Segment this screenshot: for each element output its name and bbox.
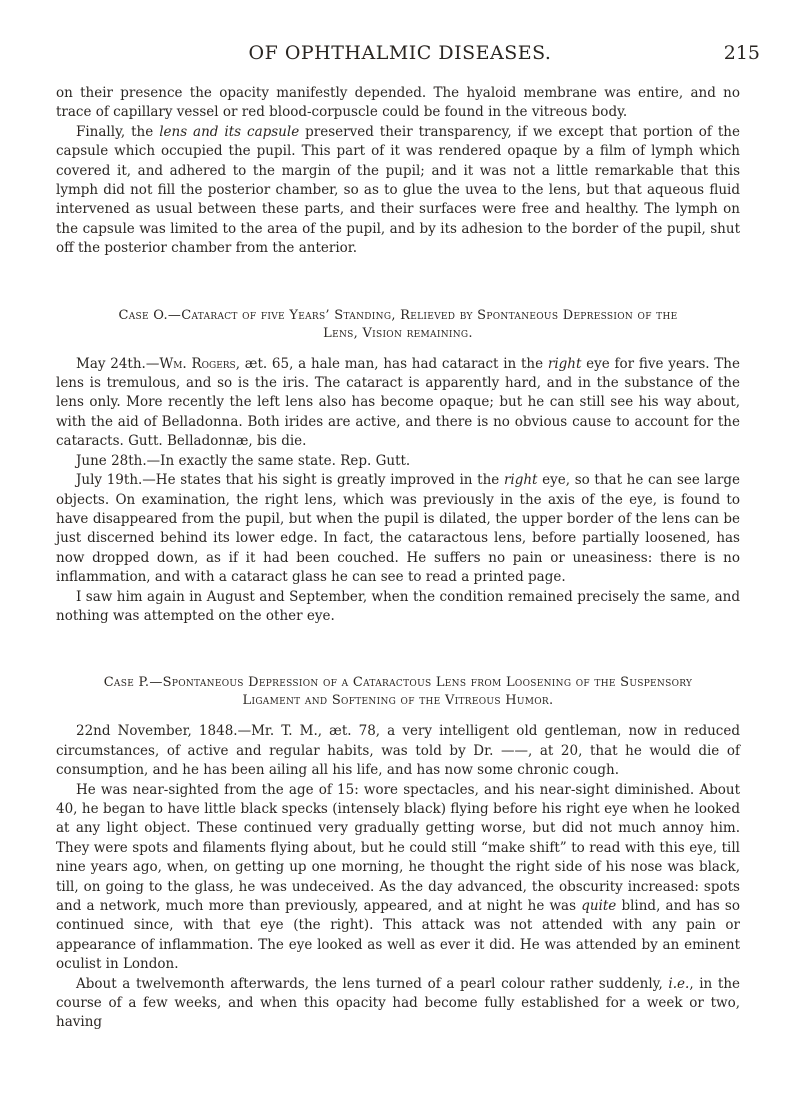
text-run: blind, and has so continued since, with that eye (the right). This attack was not attended with any pain or appearance of inflammation. The eye looked as well as ever it did. He was attended by an eminent oculist in London. [56,898,740,973]
text-run: Finally, the [76,123,160,140]
text-run: He was near-sighted from the age of 15: wore spectacles, and his near-sight diminished. About 40, he began to have little black specks (intensely black) flying before his right eye when he looked at any light object. These continued very gradually getting worse, but did not much annoy him. They were spots and filaments flying about, but he could still “make shift” to read with this eye, till nine years ago, when, on getting up one morning, he thought the right side of his nose was black, till, on going to the glass, he was undeceived. As the day advanced, the obscurity increased: spots and a network, much more than previously, appeared, and at night he was [56,781,740,914]
case-p-heading [56,674,740,710]
text-run: May 24th.— [76,355,160,372]
paragraph-lens-capsule [56,123,740,259]
running-head [0,42,800,70]
case-o-heading [56,307,740,343]
paragraph-vitreous [56,84,740,123]
case-p-heading-line1: Case P.—Spontaneous Depression of a Cataractous Lens from Loosening of the Suspensory [103,675,693,691]
text-run: eye, so that he can see large objects. On examination, the right lens, which was previously in the axis of the eye, is found to have disappeared from the pupil, but when the pupil is dilated, the upper border of the lens can be just discerned behind its lower edge. In fact, the cataractous lens, before partially loosened, has now dropped down, as if it had been couched. He suffers no pain or uneasiness: there is no inflammation, and with a cataract glass he can see to read a printed page. [56,472,741,586]
case-o-heading-line2: Lens, Vision remaining. [323,325,473,341]
paragraph-july-19 [56,471,740,587]
paragraph-text: June 28th.—In exactly the same state. Rep. Gutt. [76,452,411,469]
italic-run: right [547,355,582,372]
italic-run: i.e. [668,975,690,992]
paragraph-august [56,588,740,627]
page-number: 215 [723,42,760,64]
text-run: , in the course of a few weeks, and when this opacity had become fully established for a week or two, having [56,975,741,1031]
paragraph-june-28 [56,452,740,471]
running-title: OF OPHTHALMIC DISEASES. [248,42,552,64]
text-run: , æt. 65, a hale man, has had cataract in the [235,355,548,372]
italic-run: right [503,472,538,489]
body-text [56,84,740,1033]
italic-run: lens and its capsule [159,123,300,140]
italic-run: quite [581,898,617,914]
text-run: July 19th.—He states that his sight is greatly improved in the [76,472,504,489]
paragraph-near-sighted [56,781,740,975]
case-p-heading-line2: Ligament and Softening of the Vitreous Humor. [242,693,554,709]
text-run: eye for five years. The lens is tremulous, and so is the iris. The cataract is apparently hard, and in the substance of the lens only. More recently the left lens also has become opaque; but he can still see his way about, with the aid of Belladonna. Both irides are active, and there is no obvious cause to account for the cataracts. Gutt. Belladonnæ, bis die. [56,355,740,450]
patient-name: Wm. Rogers [159,355,236,372]
paragraph-november-1848 [56,722,740,780]
text-run: preserved their transparency, if we except that portion of the capsule which occupied the pupil. This part of it was rendered opaque by a film of lymph which covered it, and adhered to the margin of the pupil; and it was not a little remarkable that this lymph did not fill the posterior chamber, so as to glue the uvea to the lens, but that aqueous fluid intervened as usual between these parts, and their surfaces were free and healthy. The lymph on the capsule was limited to the area of the pupil, and by its adhesion to the border of the pupil, shut off the posterior chamber from the anterior. [56,123,740,257]
paragraph-text: on their presence the opacity manifestly depended. The hyaloid membrane was entire, and no trace of capillary vessel or red blood-corpuscle could be found in the vitreous body. [56,85,740,121]
paragraph-may-24 [56,355,740,452]
paragraph-twelvemonth [56,975,740,1033]
case-o-heading-line1: Case O.—Cataract of five Years’ Standing, Relieved by Spontaneous Depression of the [118,307,678,323]
paragraph-text: I saw him again in August and September, when the condition remained precisely the same, and nothing was attempted on the other eye. [56,588,740,624]
text-run: About a twelvemonth afterwards, the lens turned of a pearl colour rather suddenly, [76,975,669,992]
paragraph-text: 22nd November, 1848.—Mr. T. M., æt. 78, a very intelligent old gentleman, now in reduced circumstances, of active and regular habits, was told by Dr. ——, at 20, that he would die of consumption, and he has been ailing all his life, and has now some chronic cough. [56,723,740,779]
